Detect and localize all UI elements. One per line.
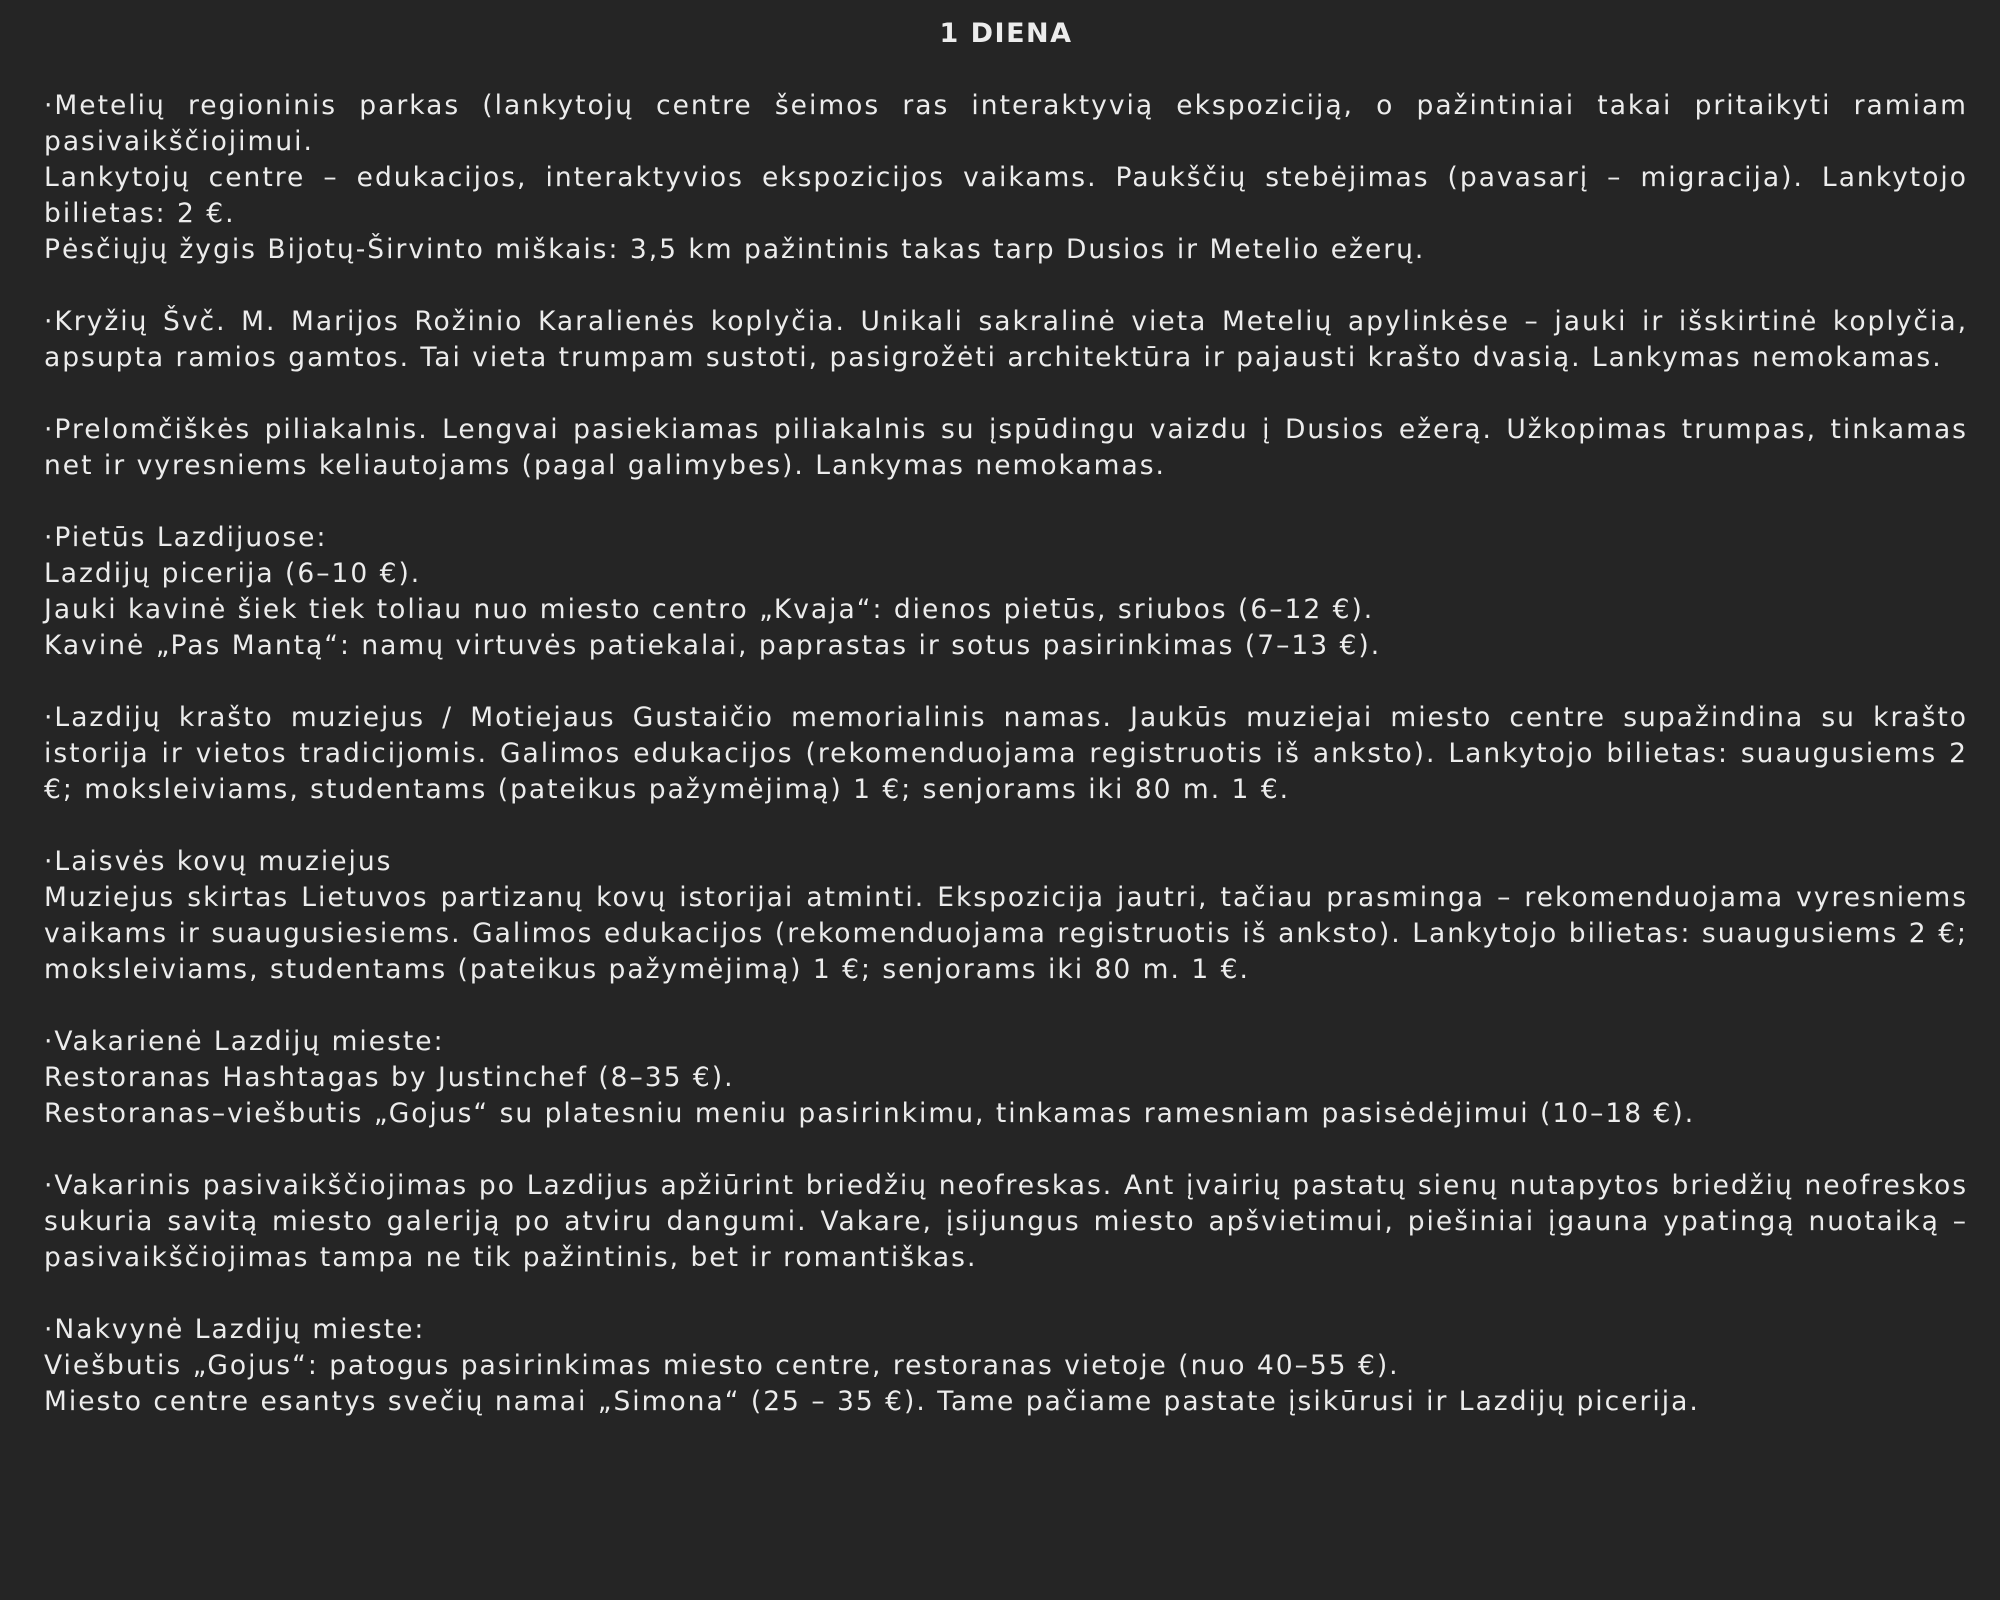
paragraph: Jauki kavinė šiek tiek toliau nuo miesto centro „Kvaja“: dienos pietūs, sriubos (6–12 €). [44,594,1375,625]
paragraph: ·Pietūs Lazdijuose: [44,522,328,553]
paragraph: Lazdijų picerija (6–10 €). [44,558,422,589]
section-laisves-kovu-muziejus [44,844,1968,988]
paragraph: Kavinė „Pas Mantą“: namų virtuvės patiekalai, paprastas ir sotus pasirinkimas (7–13 €). [44,630,1382,661]
paragraph: Restoranas–viešbutis „Gojus“ su platesniu meniu pasirinkimu, tinkamas ramesniam pasisėdėjimui (10–18 €). [44,1098,1696,1129]
page-title: 1 DIENA [939,18,1073,49]
paragraph: ·Nakvynė Lazdijų mieste: [44,1314,426,1345]
paragraph: ·Lazdijų krašto muziejus / Motiejaus Gustaičio memorialinis namas. Jaukūs muziejai miesto centre supažindina su krašto istorija ir vietos tradicijomis. Galimos edukacijos (rekomenduojama registruotis iš anksto). Lankytojo bilietas: suaugusiems 2 €; moksleiviams, studentams (pateikus pažymėjimą) 1 €; senjorams iki 80 m. 1 €. [44,702,1968,805]
section-kryziu-koplycia [44,304,1968,376]
itinerary-document [44,16,1968,1456]
paragraph: ·Metelių regioninis parkas (lankytojų centre šeimos ras interaktyvią ekspoziciją, o pažintiniai takai pritaikyti ramiam pasivaikščiojimui. [44,90,1968,157]
paragraph: Lankytojų centre – edukacijos, interaktyvios ekspozicijos vaikams. Paukščių stebėjimas (pavasarį – migracija). Lankytojo bilietas: 2 €. [44,162,1968,229]
section-nakvyne [44,1312,1968,1420]
section-vakarinis-pasivaikscioimas [44,1168,1968,1276]
paragraph: Muziejus skirtas Lietuvos partizanų kovų istorijai atminti. Ekspozicija jautri, tačiau prasminga – rekomenduojama vyresniems vaikams ir suaugusiesiems. Galimos edukacijos (rekomenduojama registruotis iš anksto). Lankytojo bilietas: suaugusiems 2 €; moksleiviams, studentams (pateikus pažymėjimą) 1 €; senjorams iki 80 m. 1 €. [44,882,1968,985]
paragraph: Restoranas Hashtagas by Justinchef (8–35 €). [44,1062,735,1093]
section-metelio-parkas [44,88,1968,268]
paragraph: ·Vakarienė Lazdijų mieste: [44,1026,445,1057]
section-vakariene [44,1024,1968,1132]
paragraph: Pėsčiųjų žygis Bijotų-Širvinto miškais: 3,5 km pažintinis takas tarp Dusios ir Metelio ežerų. [44,234,1426,265]
section-krasto-muziejus [44,700,1968,808]
paragraph: ·Kryžių Švč. M. Marijos Rožinio Karalienės koplyčia. Unikali sakralinė vieta Metelių apylinkėse – jauki ir išskirtinė koplyčia, apsupta ramios gamtos. Tai vieta trumpam sustoti, pasigrožėti architektūra ir pajausti krašto dvasią. Lankymas nemokamas. [44,306,1968,373]
paragraph: ·Prelomčiškės piliakalnis. Lengvai pasiekiamas piliakalnis su įspūdingu vaizdu į Dusios ežerą. Užkopimas trumpas, tinkamas net ir vyresniems keliautojams (pagal galimybes). Lankymas nemokamas. [44,414,1968,481]
section-prelomciskes-piliakalnis [44,412,1968,484]
paragraph: ·Laisvės kovų muziejus [44,846,393,877]
paragraph: Miesto centre esantys svečių namai „Simona“ (25 – 35 €). Tame pačiame pastate įsikūrusi ir Lazdijų picerija. [44,1386,1700,1417]
section-pietus [44,520,1968,664]
paragraph: ·Vakarinis pasivaikščiojimas po Lazdijus apžiūrint briedžių neofreskas. Ant įvairių pastatų sienų nutapytos briedžių neofreskos sukuria savitą miesto galeriją po atviru dangumi. Vakare, įsijungus miesto apšvietimui, piešiniai įgauna ypatingą nuotaiką – pasivaikščiojimas tampa ne tik pažintinis, bet ir romantiškas. [44,1170,1968,1273]
paragraph: Viešbutis „Gojus“: patogus pasirinkimas miesto centre, restoranas vietoje (nuo 40–55 €). [44,1350,1400,1381]
